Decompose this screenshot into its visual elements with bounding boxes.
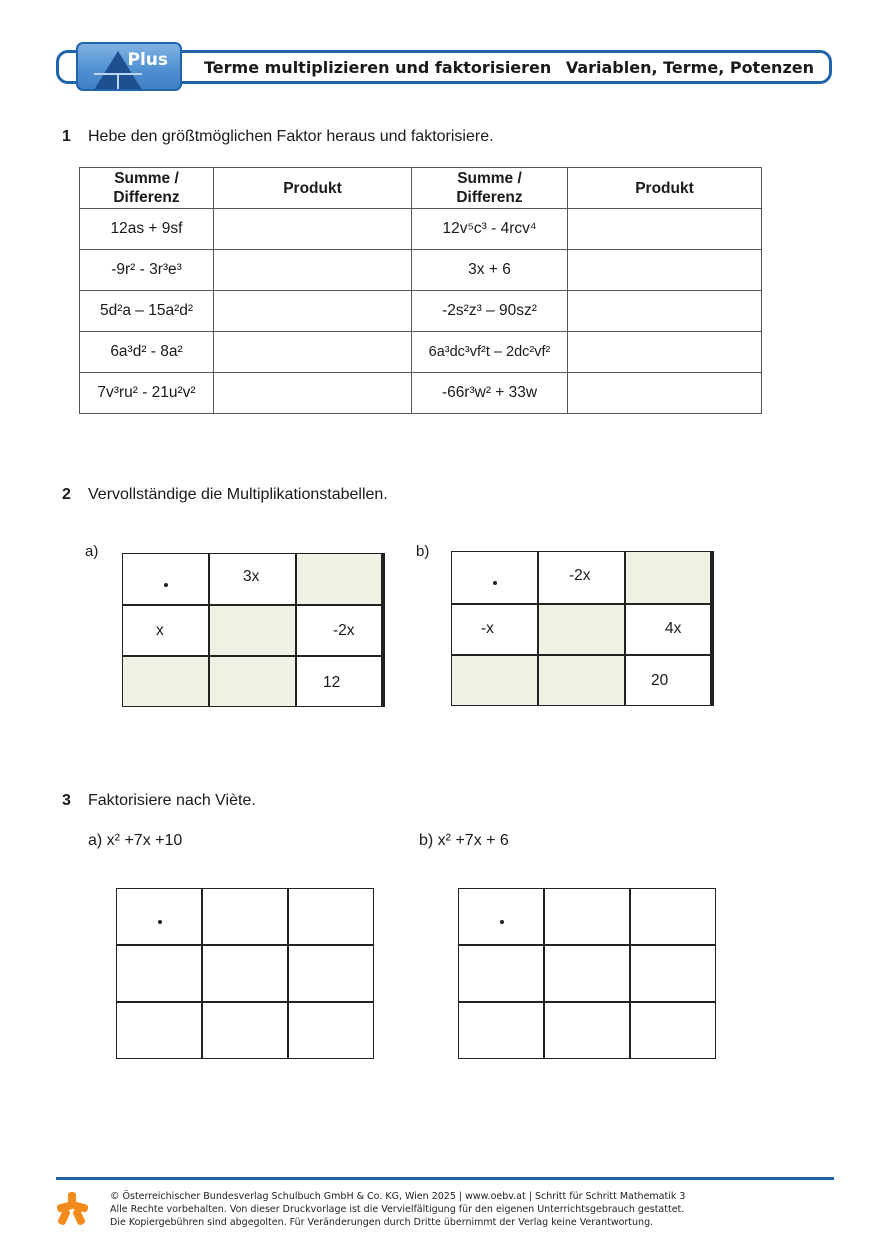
product-value: 12 [323, 674, 341, 691]
footer-line-1: © Österreichischer Bundesverlag Schulbuch GmbH & Co. KG, Wien 2025 | www.oebv.at | Schritt für Schritt Mathematik 3 [110, 1191, 686, 1202]
worksheet-title: Terme multiplizieren und faktorisieren [204, 58, 552, 77]
header-sum-line2: Differenz [456, 189, 523, 206]
term-cell: 12v⁵c³ - 4rcv⁴ [412, 209, 568, 250]
factor-table [79, 167, 762, 414]
factor-cell-top [538, 551, 625, 604]
task3b-label: b) x² +7x + 6 [419, 832, 509, 849]
answer-cell[interactable] [568, 332, 762, 373]
blank-cell[interactable] [544, 1002, 630, 1059]
factor-top-value: 3x [243, 568, 260, 585]
term-cell: -9r² - 3r³e³ [80, 250, 214, 291]
blank-cell[interactable] [288, 1002, 374, 1059]
worksheet-topic: Variablen, Terme, Potenzen [565, 58, 814, 77]
table-row [80, 291, 762, 332]
term-cell: 6a³dc³vf²t – 2dc²vf² [412, 332, 568, 373]
logo-label: Plus [127, 50, 168, 70]
blank-cell[interactable] [296, 553, 382, 605]
answer-cell[interactable] [214, 332, 412, 373]
blank-cell[interactable] [209, 605, 296, 656]
operator-cell [451, 551, 538, 604]
task3-instruction: Faktorisiere nach Viète. [88, 792, 256, 809]
answer-cell[interactable] [214, 209, 412, 250]
product-value: -2x [333, 622, 355, 639]
table-row [80, 250, 762, 291]
answer-cell[interactable] [568, 291, 762, 332]
table-header-row [80, 168, 762, 209]
product-cell [625, 604, 711, 655]
table-row [80, 332, 762, 373]
product-cell [296, 656, 382, 707]
task3a-label: a) x² +7x +10 [88, 832, 183, 849]
operator-cell [458, 888, 544, 945]
factor-left-value: x [156, 622, 164, 639]
task2a-label: a) [85, 543, 99, 560]
blank-cell[interactable] [451, 655, 538, 706]
factor-cell-left [451, 604, 538, 655]
product-cell [625, 655, 711, 706]
blank-cell[interactable] [122, 656, 209, 707]
factor-left-value: -x [481, 620, 494, 637]
product-cell [296, 605, 382, 656]
header-sum-difference [412, 168, 568, 209]
footer-line-3: Die Kopiergebühren sind abgegolten. Für Veränderungen durch Dritte übernimmt der Verlag keine Verantwortung. [110, 1217, 654, 1228]
term-cell: 7v³ru² - 21u²v² [80, 373, 214, 414]
task3-number: 3 [62, 792, 71, 809]
footer-divider [56, 1177, 834, 1180]
blank-cell[interactable] [116, 1002, 202, 1059]
product-value: 20 [651, 672, 669, 689]
blank-cell[interactable] [116, 945, 202, 1002]
blank-cell[interactable] [630, 945, 716, 1002]
task1-instruction: Hebe den größtmöglichen Faktor heraus und faktorisiere. [88, 128, 494, 145]
term-cell: 3x + 6 [412, 250, 568, 291]
term-cell: 12as + 9sf [80, 209, 214, 250]
blank-cell[interactable] [625, 551, 711, 604]
footer-line-2: Alle Rechte vorbehalten. Von dieser Druckvorlage ist die Vervielfältigung für den eigenen Unterrichtsgebrauch gestattet. [110, 1204, 685, 1215]
task1-number: 1 [62, 128, 71, 145]
header-product: Produkt [214, 168, 412, 209]
blank-cell[interactable] [202, 1002, 288, 1059]
blank-cell[interactable] [538, 604, 625, 655]
blank-cell[interactable] [202, 888, 288, 945]
answer-cell[interactable] [214, 373, 412, 414]
term-cell: -2s²z³ – 90sz² [412, 291, 568, 332]
term-cell: -66r³w² + 33w [412, 373, 568, 414]
copyright-notice [110, 1190, 685, 1229]
term-cell: 5d²a – 15a²d² [80, 291, 214, 332]
header-sum-line1: Summe / [457, 170, 522, 187]
multiply-dot-icon [158, 920, 162, 924]
multiplication-table-a [122, 553, 385, 707]
answer-cell[interactable] [568, 250, 762, 291]
factor-top-value: -2x [569, 567, 591, 584]
multiply-dot-icon [493, 581, 497, 585]
answer-cell[interactable] [568, 373, 762, 414]
task2-number: 2 [62, 486, 71, 503]
multiply-dot-icon [164, 583, 168, 587]
header-product: Produkt [568, 168, 762, 209]
operator-cell [116, 888, 202, 945]
header-sum-line2: Differenz [113, 189, 180, 206]
table-row [80, 209, 762, 250]
blank-cell[interactable] [202, 945, 288, 1002]
viete-grid-b [458, 888, 716, 1059]
header-sum-difference [80, 168, 214, 209]
term-cell: 6a³d² - 8a² [80, 332, 214, 373]
header-sum-line1: Summe / [114, 170, 179, 187]
publisher-logo [76, 42, 182, 91]
blank-cell[interactable] [538, 655, 625, 706]
product-value: 4x [665, 620, 682, 637]
answer-cell[interactable] [568, 209, 762, 250]
answer-cell[interactable] [214, 250, 412, 291]
answer-cell[interactable] [214, 291, 412, 332]
task2b-label: b) [416, 543, 430, 560]
viete-grid-a [116, 888, 374, 1059]
blank-cell[interactable] [288, 945, 374, 1002]
table-row [80, 373, 762, 414]
multiplication-table-b [451, 551, 714, 706]
factor-cell-left [122, 605, 209, 656]
factor-cell-top [209, 553, 296, 605]
multiply-dot-icon [500, 920, 504, 924]
task2-instruction: Vervollständige die Multiplikationstabellen. [88, 486, 388, 503]
blank-cell[interactable] [458, 1002, 544, 1059]
blank-cell[interactable] [544, 888, 630, 945]
blank-cell[interactable] [458, 945, 544, 1002]
blank-cell[interactable] [630, 1002, 716, 1059]
blank-cell[interactable] [544, 945, 630, 1002]
blank-cell[interactable] [630, 888, 716, 945]
blank-cell[interactable] [209, 656, 296, 707]
operator-cell [122, 553, 209, 605]
blank-cell[interactable] [288, 888, 374, 945]
publisher-star-icon [54, 1190, 90, 1228]
